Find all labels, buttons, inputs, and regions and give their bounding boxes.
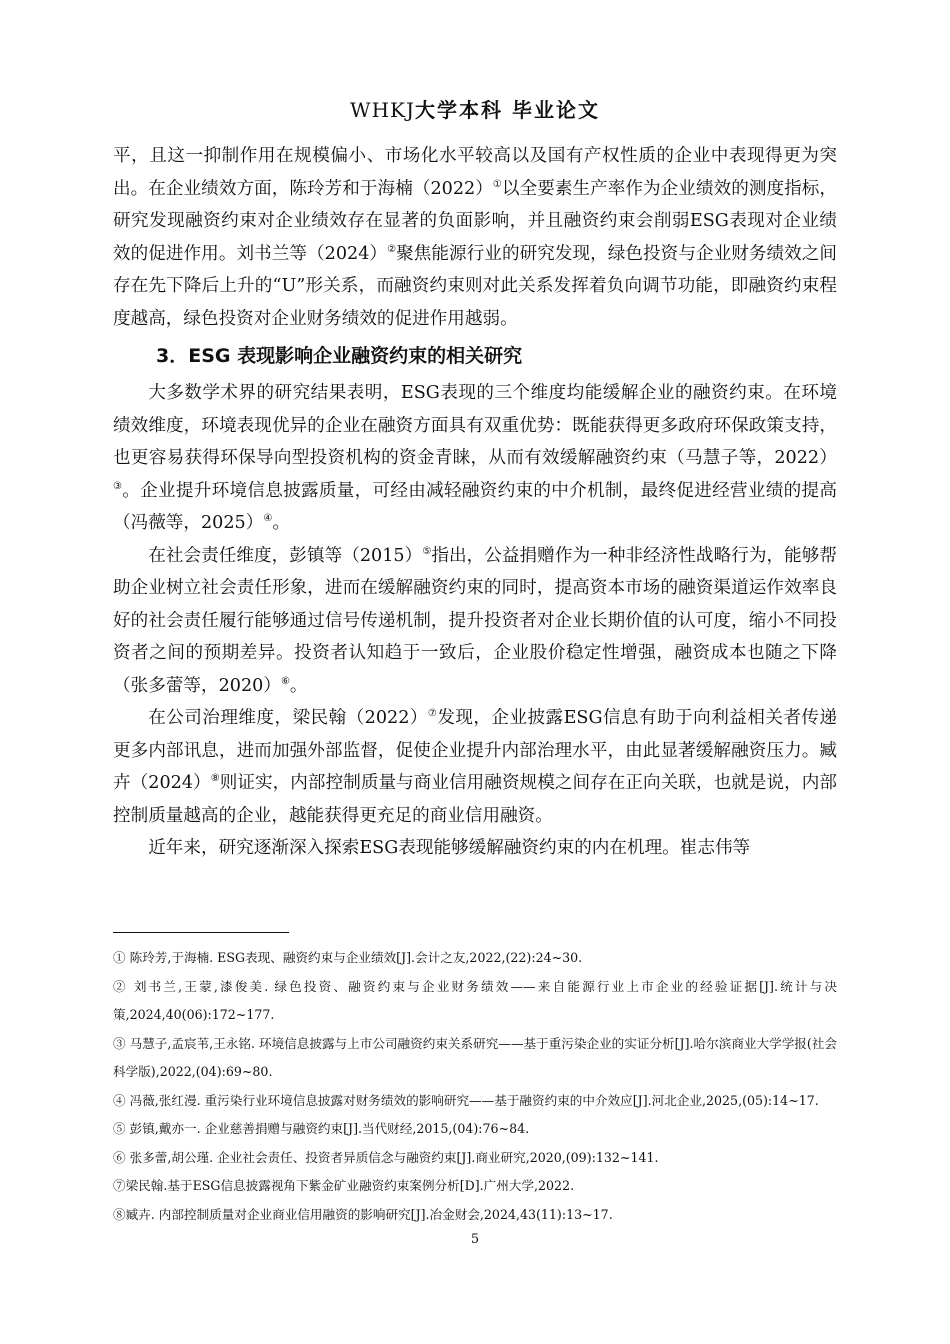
footnote-ref-1: ① xyxy=(492,178,502,190)
header-prefix: WHKJ xyxy=(350,98,415,122)
footnote-ref-6: ⑥ xyxy=(280,675,290,687)
paragraph-3-text-b: 指出，公益捐赠作为一种非经济性战略行为，能够帮助企业树立社会责任形象，进而在缓解融资约束的同时，提高资本市场的融资渠道运作效率良好的社会责任履行能够通过信号传递机制，提升投资者对企业长期价值的认可度，缩小不同投资者之间的预期差异。投资者认知趋于一致后，企业股价稳定性增强，融资成本也随之下降（张多蕾等，2020） xyxy=(113,545,837,696)
footnote-item: ④ 冯薇,张红漫. 重污染行业环境信息披露对财务绩效的影响研究——基于融资约束的中介效应[J].河北企业,2025,(05):14~17. xyxy=(113,1092,819,1108)
footnote-item: ⑥ 张多蕾,胡公瑾. 企业社会责任、投资者异质信念与融资约束[J].商业研究,2020,(09):132~141. xyxy=(113,1149,659,1165)
footnote-ref-2: ② xyxy=(387,243,397,255)
page-number: 5 xyxy=(470,1232,480,1247)
footnote-item: ③ 马慧子,孟宸苇,王永铭. 环境信息披露与上市公司融资约束关系研究——基于重污染企业的实证分析[J].哈尔滨商业大学学报(社会科学版),2022,(04):69~80. xyxy=(113,1035,837,1079)
footnotes xyxy=(113,944,837,1229)
footnote-ref-5: ⑤ xyxy=(422,545,432,557)
footnote-item: ⑤ 彭镇,戴亦一. 企业慈善捐赠与融资约束[J].当代财经,2015,(04):76~84. xyxy=(113,1121,530,1136)
footnote-ref-4: ④ xyxy=(263,513,273,525)
footnote-ref-8: ⑧ xyxy=(210,773,220,785)
paragraph-4-text-b: 发现，企业披露ESG信息有助于向利益相关者传递更多内部讯息，进而加强外部监督，促使企业提升内部治理水平，由此显著缓解融资压力。臧卉（2024） xyxy=(113,708,838,793)
paragraph-1-text-a: 平，且这一抑制作用在规模偏小、市场化水平较高以及国有产权性质的企业中表现得更为突出。在企业绩效方面，陈玲芳和于海楠（2022） xyxy=(113,146,837,199)
paragraph-1 xyxy=(113,140,837,335)
paragraph-1-text-b: 以全要素生产率作为企业绩效的测度指标，研究发现融资约束对企业绩效存在显著的负面影响，并且融资约束会削弱ESG表现对企业绩效的促进作用。刘书兰等（2024） xyxy=(113,178,837,264)
paragraph-2-text-a: 大多数学术界的研究结果表明，ESG表现的三个维度均能缓解企业的融资约束。在环境绩效维度，环境表现优异的企业在融资方面具有双重优势：既能获得更多政府环保政策支持，也更容易获得环保导向型投资机构的资金青睐，从而有效缓解融资约束（马慧子等，2022） xyxy=(113,383,837,468)
paragraph-1-text-c: 聚焦能源行业的研究发现，绿色投资与企业财务绩效之间存在先下降后上升的“U”形关系，而融资约束则对此关系发挥着负向调节功能，即融资约束程度越高，绿色投资对企业财务绩效的促进作用越弱。 xyxy=(113,243,838,329)
page-header xyxy=(0,94,950,123)
paragraph-3 xyxy=(113,540,837,703)
paragraph-5: 近年来，研究逐渐深入探索ESG表现能够缓解融资约束的内在机理。崔志伟等 xyxy=(148,838,751,858)
paragraph-4-text-a: 在公司治理维度，梁民翰（2022） xyxy=(148,708,428,728)
footnote-item: ① 陈玲芳,于海楠. ESG表现、融资约束与企业绩效[J].会计之友,2022,(22):24~30. xyxy=(113,950,583,965)
footnote-ref-3: ③ xyxy=(113,480,123,492)
body-text xyxy=(113,140,837,865)
paragraph-2 xyxy=(113,377,837,540)
paragraph-3-text-a: 在社会责任维度，彭镇等（2015） xyxy=(148,545,423,566)
footnote-item: ⑧臧卉. 内部控制质量对企业商业信用融资的影响研究[J].冶金财会,2024,43(11):13~17. xyxy=(113,1206,613,1222)
footnote-item: ⑦梁民翰.基于ESG信息披露视角下紫金矿业融资约束案例分析[D].广州大学,2022. xyxy=(113,1178,575,1193)
footnote-item: ② 刘书兰,王蒙,漆俊美. 绿色投资、融资约束与企业财务绩效——来自能源行业上市企业的经验证据[J].统计与决策,2024,40(06):172~177. xyxy=(113,978,837,1022)
paragraph-2-text-b: 。企业提升环境信息披露质量，可经由减轻融资约束的中介机制，最终促进经营业绩的提高（冯薇等，2025） xyxy=(113,480,837,533)
paragraph-2-text-c: 。 xyxy=(272,513,290,533)
footnote-divider xyxy=(113,932,289,933)
footnote-ref-7: ⑦ xyxy=(427,708,438,720)
paragraph-3-text-c: 。 xyxy=(289,675,308,696)
header-title: 大学本科 毕业论文 xyxy=(415,98,600,122)
paragraph-4 xyxy=(113,702,837,832)
paragraph-4-text-c: 则证实，内部控制质量与商业信用融资规模之间存在正向关联，也就是说，内部控制质量越高的企业，越能获得更充足的商业信用融资。 xyxy=(113,773,837,826)
section-heading: 3．ESG 表现影响企业融资约束的相关研究 xyxy=(156,345,523,367)
